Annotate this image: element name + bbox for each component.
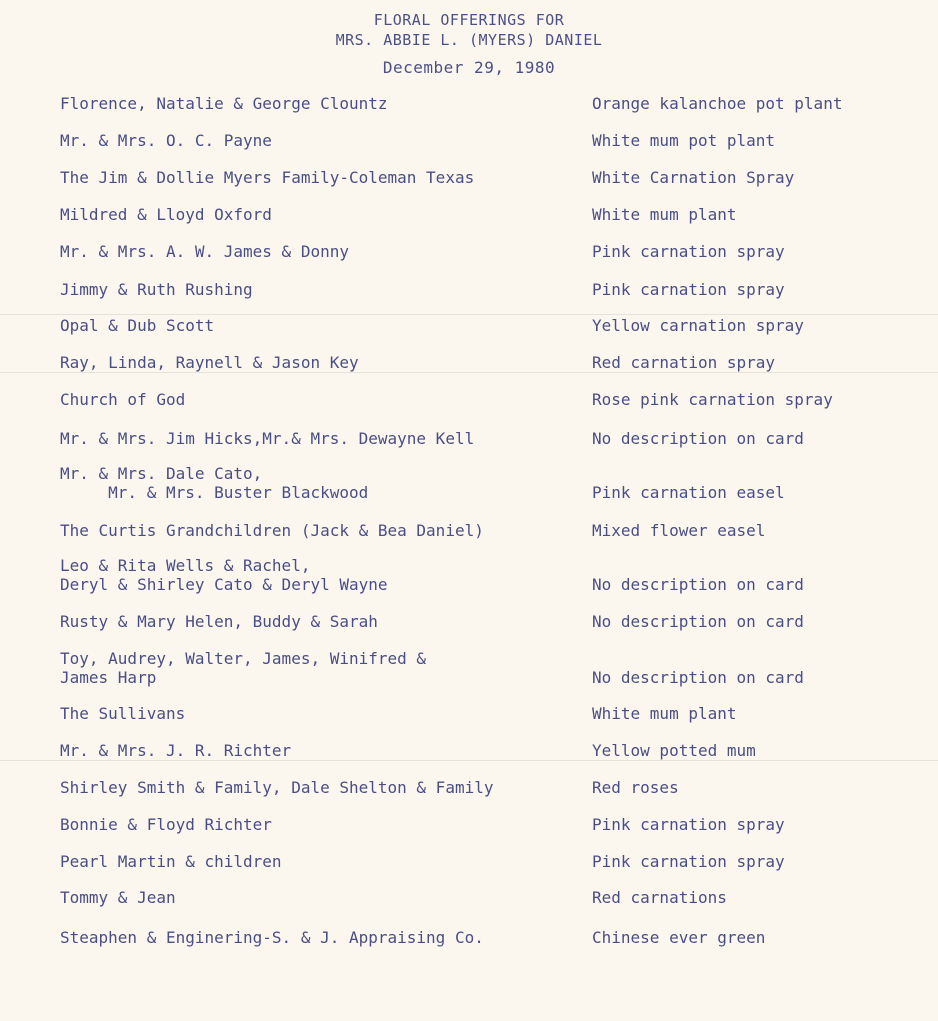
donor-name <box>60 612 580 631</box>
donor-name-line: Rusty & Mary Helen, Buddy & Sarah <box>60 612 378 631</box>
flower-description: White mum pot plant <box>592 131 776 150</box>
flower-description: Mixed flower easel <box>592 521 766 540</box>
donor-name <box>60 131 580 150</box>
paper-fold-line <box>0 760 938 761</box>
document-title-line1: FLORAL OFFERINGS FOR <box>373 11 565 29</box>
donor-name-line: Mr. & Mrs. J. R. Richter <box>60 741 292 760</box>
donor-name <box>60 242 580 261</box>
donor-name-line: Deryl & Shirley Cato & Deryl Wayne <box>60 575 388 594</box>
donor-name-line: Tommy & Jean <box>60 888 176 907</box>
donor-name-line: Mildred & Lloyd Oxford <box>60 205 272 224</box>
donor-name-line: Jimmy & Ruth Rushing <box>60 280 253 299</box>
flower-description: Red carnation spray <box>592 353 776 372</box>
flower-description: Pink carnation spray <box>592 815 785 834</box>
flower-description: Pink carnation easel <box>592 483 785 502</box>
paper-fold-line <box>0 314 938 315</box>
donor-name <box>60 94 580 113</box>
donor-name-line: Bonnie & Floyd Richter <box>60 815 272 834</box>
document-date: December 29, 1980 <box>382 58 556 77</box>
donor-name-line: Ray, Linda, Raynell & Jason Key <box>60 353 359 372</box>
donor-name-line: Mr. & Mrs. Dale Cato, <box>60 464 263 483</box>
donor-name-line: Leo & Rita Wells & Rachel, <box>60 556 311 575</box>
donor-name <box>60 888 580 907</box>
donor-name <box>60 556 580 594</box>
donor-name-line: Steaphen & Enginering-S. & J. Appraising Co. <box>60 928 484 947</box>
donor-name <box>60 205 580 224</box>
donor-name <box>60 390 580 409</box>
flower-description: Red roses <box>592 778 679 797</box>
donor-name-line: Pearl Martin & children <box>60 852 282 871</box>
flower-description: White mum plant <box>592 205 737 224</box>
flower-description: Yellow potted mum <box>592 741 756 760</box>
donor-name-line: The Jim & Dollie Myers Family-Coleman Texas <box>60 168 475 187</box>
flower-description: Orange kalanchoe pot plant <box>592 94 843 113</box>
donor-name <box>60 521 580 540</box>
flower-description: Chinese ever green <box>592 928 766 947</box>
donor-name <box>60 353 580 372</box>
flower-description: Pink carnation spray <box>592 280 785 299</box>
donor-name-line: Mr. & Mrs. Buster Blackwood <box>60 483 369 502</box>
flower-description: Pink carnation spray <box>592 242 785 261</box>
donor-name <box>60 815 580 834</box>
flower-description: No description on card <box>592 668 804 687</box>
donor-name-line: Shirley Smith & Family, Dale Shelton & Family <box>60 778 494 797</box>
donor-name-line: Toy, Audrey, Walter, James, Winifred & <box>60 649 427 668</box>
donor-name-line: Mr. & Mrs. O. C. Payne <box>60 131 272 150</box>
donor-name <box>60 741 580 760</box>
donor-name-line: Mr. & Mrs. Jim Hicks,Mr.& Mrs. Dewayne Kell <box>60 429 475 448</box>
donor-name <box>60 649 580 687</box>
donor-name <box>60 280 580 299</box>
donor-name <box>60 704 580 723</box>
flower-description: No description on card <box>592 575 804 594</box>
donor-name <box>60 464 580 502</box>
donor-name <box>60 852 580 871</box>
donor-name-line: James Harp <box>60 668 157 687</box>
flower-description: Red carnations <box>592 888 727 907</box>
donor-name <box>60 316 580 335</box>
donor-name-line: Mr. & Mrs. A. W. James & Donny <box>60 242 349 261</box>
paper-fold-line <box>0 372 938 373</box>
flower-description: White Carnation Spray <box>592 168 795 187</box>
document-title-line2: MRS. ABBIE L. (MYERS) DANIEL <box>335 31 603 49</box>
flower-description: Yellow carnation spray <box>592 316 804 335</box>
donor-name-line: Church of God <box>60 390 186 409</box>
donor-name-line: The Curtis Grandchildren (Jack & Bea Daniel) <box>60 521 484 540</box>
donor-name-line: Florence, Natalie & George Clountz <box>60 94 388 113</box>
donor-name <box>60 429 580 448</box>
flower-description: Pink carnation spray <box>592 852 785 871</box>
donor-name <box>60 778 580 797</box>
donor-name-line: The Sullivans <box>60 704 186 723</box>
flower-description: No description on card <box>592 612 804 631</box>
flower-description: White mum plant <box>592 704 737 723</box>
flower-description: Rose pink carnation spray <box>592 390 833 409</box>
donor-name <box>60 168 580 187</box>
flower-description: No description on card <box>592 429 804 448</box>
donor-name <box>60 928 580 947</box>
donor-name-line: Opal & Dub Scott <box>60 316 215 335</box>
